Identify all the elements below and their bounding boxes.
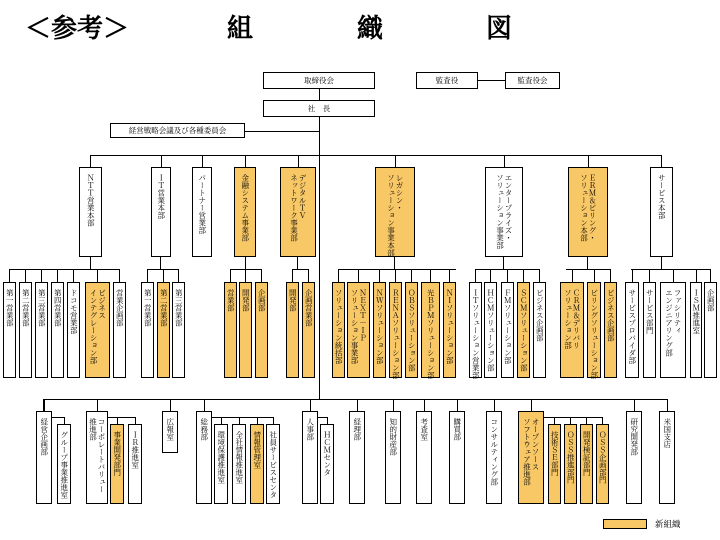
connector-line xyxy=(178,269,179,282)
connector-line xyxy=(298,155,299,167)
division-box-d3 xyxy=(192,167,212,257)
corporate-box-label: 経営企画部 xyxy=(39,418,49,456)
connector-line xyxy=(490,269,491,282)
connector-line xyxy=(135,417,136,424)
sub-unit-box xyxy=(560,282,584,378)
corporate-box-label: 総務部 xyxy=(199,418,209,441)
sub-unit-box xyxy=(157,282,170,378)
corporate-box xyxy=(162,411,178,453)
corporate-box-label: オープンソース xyxy=(531,418,540,471)
sub-unit-box-label: 第二営業部 xyxy=(21,289,31,327)
corporate-box-label: 知的財産部 xyxy=(388,418,398,456)
division-box-d4 xyxy=(234,167,256,257)
sub-unit-box xyxy=(347,282,370,378)
sub-unit-box-label: ＩＴソリューション営業部 xyxy=(471,289,481,379)
connector-line xyxy=(117,417,118,424)
sub-unit-box-label: 開発部 xyxy=(241,289,251,312)
division-box-d8-label: ソリューション本部 xyxy=(579,174,589,242)
sub-unit-box-label: 企画部 xyxy=(706,289,716,312)
sub-unit-box xyxy=(332,282,345,378)
connector-line xyxy=(395,269,396,282)
connector-line xyxy=(90,155,91,167)
title-char-2: 織 xyxy=(357,14,384,44)
connector-line xyxy=(292,269,293,282)
sub-unit-box xyxy=(19,282,32,378)
connector-line xyxy=(245,269,246,282)
corporate-box-label: 社員サービスセンタ xyxy=(268,431,278,499)
sub-unit-box xyxy=(533,282,546,378)
connector-line xyxy=(97,269,98,282)
corporate-box xyxy=(250,424,264,504)
sub-unit-box-label: ファシリティ xyxy=(673,289,682,334)
connector-line xyxy=(97,399,98,411)
sub-unit-box-label: インテグレーション部 xyxy=(89,289,98,364)
sub-unit-box xyxy=(421,282,440,378)
corporate-box xyxy=(110,424,124,504)
sub-unit-box-label: エンジニアリング部 xyxy=(664,289,674,357)
connector-line xyxy=(64,417,65,424)
sub-unit-box-label: ＨＣＭソリューション部 xyxy=(486,289,496,372)
connector-line xyxy=(411,269,412,282)
connector-line xyxy=(503,257,504,269)
connector-line xyxy=(358,269,359,282)
sub-unit-box-label: サービス部門 xyxy=(645,289,655,334)
sub-unit-box-label: 第四営業部 xyxy=(53,289,63,327)
connector-line xyxy=(588,155,589,167)
division-box-d1 xyxy=(79,167,102,257)
connector-line xyxy=(297,257,298,269)
connector-line xyxy=(430,269,431,282)
corporate-box-label: ＯＳＳ企画部門 xyxy=(598,431,608,484)
connector-line xyxy=(587,257,588,269)
sub-unit-box-label: ＯＢＳソリューション部 xyxy=(407,289,417,372)
sub-unit-box xyxy=(469,282,482,378)
sub-unit-box xyxy=(286,282,299,378)
sub-unit-box xyxy=(501,282,514,378)
title-char-3: 図 xyxy=(486,14,513,44)
sub-unit-box xyxy=(302,282,315,378)
connector-line xyxy=(393,399,394,411)
sub-unit-box-label: 第二営業部 xyxy=(159,289,169,327)
sub-unit-box xyxy=(405,282,418,378)
connector-line xyxy=(478,80,505,81)
division-box-d8 xyxy=(568,167,608,257)
division-box-d7-label: エンタープライズ・ xyxy=(504,174,513,242)
corporate-box-label: コーポレートバリュー xyxy=(97,418,106,493)
auditor-board-box: 監査役会 xyxy=(505,72,560,89)
connector-line xyxy=(667,399,668,411)
connector-line xyxy=(261,269,262,282)
corporate-box xyxy=(596,424,609,504)
sub-unit-box xyxy=(172,282,185,378)
corporate-box-label: ＨＣＭセンタ xyxy=(322,431,332,476)
corporate-box xyxy=(518,411,544,504)
corporate-box-label: 人事部 xyxy=(305,418,315,441)
sub-unit-box-label: ＮＥＸＴ－ＩＰ xyxy=(358,289,368,342)
corporate-box xyxy=(416,411,432,504)
connector-line xyxy=(160,257,161,269)
sub-unit-box-label: ＳＣＭソリューション部 xyxy=(519,289,529,372)
sub-unit-box xyxy=(704,282,717,378)
connector-line xyxy=(661,155,662,167)
legend-label: 新組織 xyxy=(655,520,681,530)
connector-line xyxy=(649,269,650,282)
sub-unit-box xyxy=(690,282,702,378)
corporate-box-label: 事業開発部門 xyxy=(112,431,122,476)
sub-unit-box xyxy=(141,282,154,378)
division-box-d5-label: デジタルＴＶ xyxy=(298,174,307,219)
connector-line xyxy=(424,399,425,411)
sub-unit-box-label: 開発部 xyxy=(288,289,298,312)
corporate-box xyxy=(320,424,334,504)
connector-line xyxy=(523,269,524,282)
division-box-d5-label: ネットワーク事業部 xyxy=(289,174,299,242)
sub-unit-box xyxy=(625,282,639,378)
sub-unit-box-label: 第三営業部 xyxy=(174,289,184,327)
sub-unit-box-label: ビジネス xyxy=(97,289,107,319)
legend-swatch xyxy=(603,519,647,529)
connector-line xyxy=(221,417,222,424)
connector-line xyxy=(230,269,262,270)
sub-unit-box xyxy=(113,282,126,378)
corporate-box-label: 開発検証部門 xyxy=(582,431,592,476)
sub-unit-box-label: ＩＳＭ推進室 xyxy=(691,289,701,334)
corporate-box xyxy=(548,424,561,504)
sub-unit-box xyxy=(604,282,617,378)
connector-line xyxy=(710,269,711,282)
corporate-box-label: ソフトウェア推進部 xyxy=(522,418,532,486)
sub-unit-box xyxy=(51,282,64,378)
corporate-box-label: 技術ＳＥ部門 xyxy=(550,431,560,476)
division-box-d8-label: ＥＲＭ＆ビリング・ xyxy=(588,174,597,242)
sub-unit-box-label: ＮＩソリューション部 xyxy=(445,289,455,364)
committee-box: 経営戦略会議及び各種委員会 xyxy=(110,123,245,138)
corporate-box-label: 購買部 xyxy=(452,418,462,441)
connector-line xyxy=(494,399,495,411)
sub-unit-box xyxy=(85,282,110,378)
connector-line xyxy=(327,417,328,424)
sub-unit-box-label: 営業企画部 xyxy=(115,289,125,327)
connector-line xyxy=(632,269,633,282)
connector-line xyxy=(245,155,246,167)
corporate-box-label: 考査室 xyxy=(419,418,429,441)
sub-unit-box xyxy=(443,282,456,378)
connector-line xyxy=(531,399,532,411)
title-bracket: ＜参考＞ xyxy=(25,14,130,44)
sub-unit-box xyxy=(517,282,530,378)
connector-line xyxy=(147,269,148,282)
connector-line xyxy=(507,269,508,282)
connector-line xyxy=(310,399,311,411)
connector-line xyxy=(170,399,171,411)
connector-line xyxy=(25,269,26,282)
sub-unit-box-label: サービスプロバイダ部 xyxy=(627,289,637,364)
connector-line xyxy=(634,399,635,411)
sub-unit-box-label: ＮＷソリューション部 xyxy=(375,289,385,364)
sub-unit-box-label: ソリューション事業部 xyxy=(350,289,359,364)
sub-unit-box-label: ビジネス企画部 xyxy=(535,289,545,342)
division-box-d9 xyxy=(650,167,673,257)
corporate-box xyxy=(659,411,675,504)
corporate-box xyxy=(232,424,246,504)
connector-line xyxy=(457,399,458,411)
connector-line xyxy=(610,269,611,282)
corporate-box xyxy=(86,411,108,504)
connector-line xyxy=(554,417,555,424)
connector-line xyxy=(696,269,697,282)
connector-line xyxy=(245,131,319,132)
connector-line xyxy=(204,399,205,411)
connector-line xyxy=(273,417,274,424)
connector-line xyxy=(239,417,240,424)
division-box-d2 xyxy=(151,167,171,257)
corporate-box-label: 全社情報推進室 xyxy=(234,431,244,484)
connector-line xyxy=(594,269,595,282)
sub-unit-box xyxy=(373,282,386,378)
corporate-box xyxy=(486,411,502,504)
corporate-box xyxy=(36,411,52,504)
corporate-box-label: グループ事業推進室 xyxy=(59,431,69,499)
connector-line xyxy=(43,399,667,400)
sub-unit-box-label: 企画営業部 xyxy=(304,289,314,327)
division-box-d9-label: サービス本部 xyxy=(657,174,667,219)
connector-line xyxy=(338,269,339,282)
division-box-d1-label: ＮＴＴ営業本部 xyxy=(86,174,96,227)
corporate-box xyxy=(449,411,465,504)
division-box-d7-label: ソリューション事業部 xyxy=(495,174,505,249)
corporate-box xyxy=(128,424,142,504)
connector-line xyxy=(41,269,42,282)
connector-line xyxy=(357,399,358,411)
corporate-box-label: 情報管理室 xyxy=(252,431,262,469)
sub-unit-box xyxy=(484,282,497,378)
connector-line xyxy=(90,155,662,156)
sub-unit-box xyxy=(67,282,80,378)
corporate-box xyxy=(626,411,642,504)
connector-line xyxy=(394,257,395,269)
connector-line xyxy=(449,269,450,282)
connector-line xyxy=(163,269,164,282)
connector-line xyxy=(586,417,587,424)
connector-line xyxy=(90,257,91,269)
corporate-box xyxy=(349,411,365,504)
sub-unit-box xyxy=(239,282,252,378)
auditor-box: 監査役 xyxy=(416,72,478,89)
connector-line xyxy=(539,269,540,282)
connector-line xyxy=(673,269,674,282)
sub-unit-box-label: 光ＢＰＭソリューション部 xyxy=(426,289,436,379)
connector-line xyxy=(44,399,45,411)
corporate-box-label: 研究開発部 xyxy=(629,418,639,456)
connector-line xyxy=(245,257,246,269)
connector-line xyxy=(257,417,258,424)
corporate-box xyxy=(196,411,212,504)
division-box-d6-label: レガシン・ xyxy=(395,174,404,212)
corporate-box-label: 経理部 xyxy=(352,418,362,441)
connector-line xyxy=(570,417,571,424)
corporate-box-label: 米国支店 xyxy=(662,418,672,448)
sub-unit-box xyxy=(660,282,686,378)
sub-unit-box xyxy=(3,282,16,378)
division-box-d7 xyxy=(485,167,523,257)
corporate-box-label: 広報室 xyxy=(165,418,175,441)
connector-line xyxy=(202,155,203,167)
sub-unit-box-label: ＣＲＭ＆デリバリ xyxy=(572,289,581,349)
corporate-box xyxy=(302,411,318,504)
connector-line xyxy=(57,269,58,282)
connector-line xyxy=(308,269,309,282)
corporate-box xyxy=(57,424,71,504)
corporate-box-label: 環境保護推進室 xyxy=(216,431,226,484)
sub-unit-box-label: ソリューション統括部 xyxy=(334,289,344,364)
sub-unit-box-label: 第三営業部 xyxy=(37,289,47,327)
sub-unit-box-label: ドコモ営業部 xyxy=(69,289,79,334)
sub-unit-box-label: ビリングソリューション部 xyxy=(589,289,599,379)
connector-line xyxy=(161,155,162,167)
connector-line xyxy=(338,269,456,270)
corporate-box xyxy=(266,424,280,504)
sub-unit-box-label: ビジネス企画部 xyxy=(606,289,616,342)
sub-unit-box-label: 企画部 xyxy=(257,289,267,312)
sub-unit-box xyxy=(389,282,402,378)
sub-unit-box xyxy=(587,282,601,378)
connector-line xyxy=(395,155,396,167)
division-box-d4-label: 金融システム事業部 xyxy=(240,174,250,242)
connector-line xyxy=(319,89,320,100)
corporate-box xyxy=(580,424,593,504)
title-char-1: 組 xyxy=(227,14,254,44)
corporate-box xyxy=(214,424,228,504)
connector-line xyxy=(292,269,308,270)
connector-line xyxy=(572,269,573,282)
sub-unit-box-label: ＦＭソリューション部 xyxy=(503,289,513,364)
connector-line xyxy=(319,117,320,399)
corporate-box-label: コンサルティング部 xyxy=(489,418,499,486)
connector-line xyxy=(9,269,10,282)
sub-unit-box xyxy=(643,282,656,378)
sub-unit-box-label: 営業部 xyxy=(226,289,236,312)
corporate-box xyxy=(385,411,401,504)
sub-unit-box xyxy=(224,282,237,378)
connector-line xyxy=(631,269,710,270)
division-box-d5 xyxy=(280,167,316,257)
division-box-d6 xyxy=(375,167,415,257)
division-box-d2-label: ＩＴ営業本部 xyxy=(156,174,166,219)
connector-line xyxy=(602,417,603,424)
corporate-box xyxy=(564,424,577,504)
connector-line xyxy=(379,269,380,282)
connector-line xyxy=(475,269,476,282)
connector-line xyxy=(661,257,662,269)
division-box-d6-label: ソリューション事業本部 xyxy=(386,174,396,257)
connector-line xyxy=(73,269,74,282)
corporate-box-label: ＩＲ推進室 xyxy=(130,431,140,469)
connector-line xyxy=(504,155,505,167)
connector-line xyxy=(119,269,120,282)
sub-unit-box-label: ＲＥＮＡソリューション部 xyxy=(391,289,401,379)
sub-unit-box xyxy=(255,282,268,378)
corporate-box-label: ＯＳＳ推進部門 xyxy=(566,431,576,484)
sub-unit-box-label: 第一営業部 xyxy=(143,289,153,327)
connector-line xyxy=(230,269,231,282)
president-box: 社 長 xyxy=(263,100,375,117)
division-box-d3-label: パートナー営業部 xyxy=(197,174,207,234)
sub-unit-box-label: 第一営業部 xyxy=(5,289,15,327)
board-box: 取締役会 xyxy=(263,72,375,89)
corporate-box-label: 推進部 xyxy=(88,418,98,441)
sub-unit-box-label: ソリューション部 xyxy=(563,289,573,349)
sub-unit-box xyxy=(35,282,48,378)
